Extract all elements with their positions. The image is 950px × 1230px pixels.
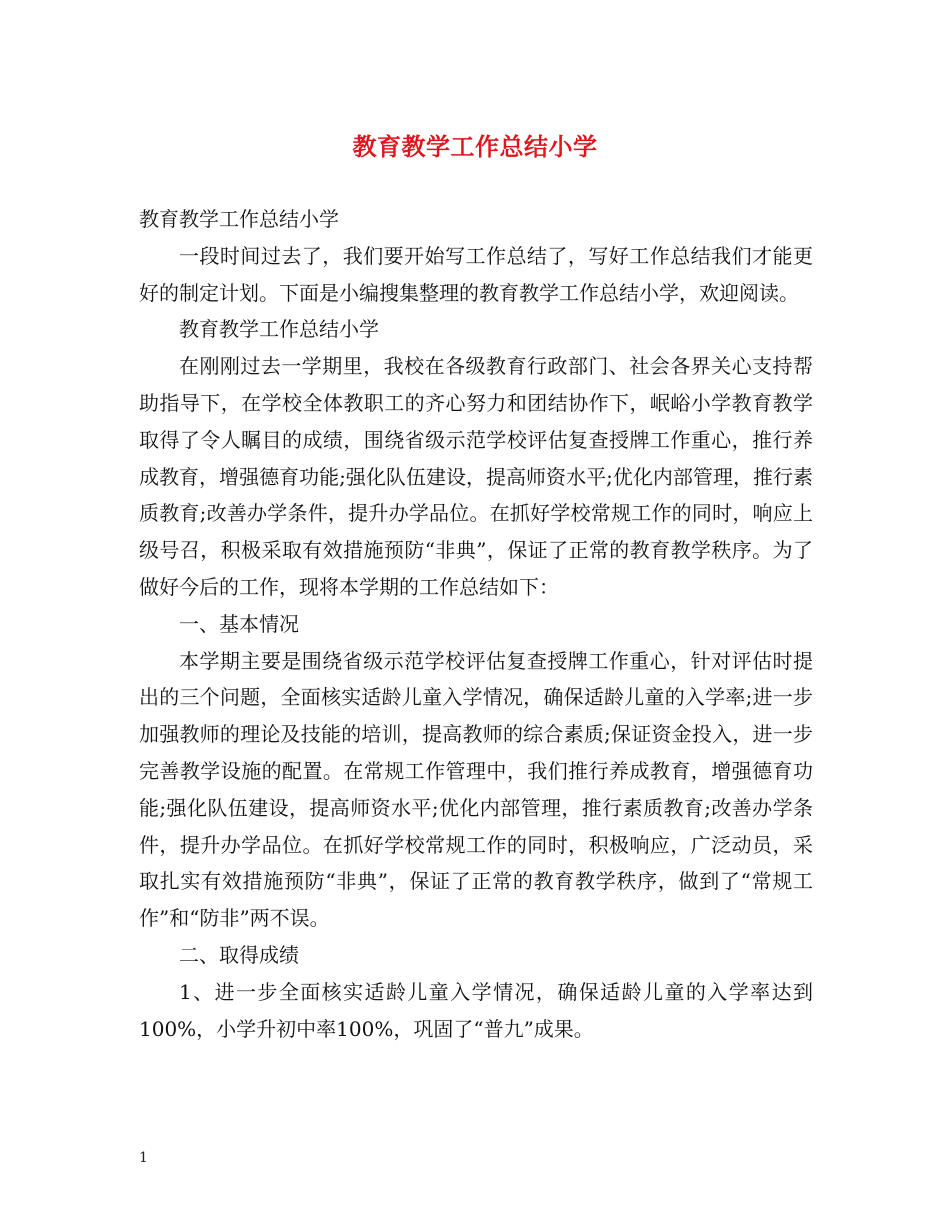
paragraph-intro: 一段时间过去了，我们要开始写工作总结了，写好工作总结我们才能更好的制定计划。下面是小编搜集整理的教育教学工作总结小学，欢迎阅读。 — [139, 243, 813, 305]
paragraph-result-1: 1、进一步全面核实适龄儿童入学情况，确保适龄儿童的入学率达到100%，小学升初中率100%，巩固了“普九”成果。 — [139, 979, 813, 1041]
page-number: 1 — [139, 1150, 148, 1166]
section-heading-basic: 一、基本情况 — [179, 611, 299, 636]
paragraph-subtitle: 教育教学工作总结小学 — [179, 317, 379, 342]
document-body — [139, 201, 813, 1047]
paragraph-basic-situation: 本学期主要是围绕省级示范学校评估复查授牌工作重心，针对评估时提出的三个问题，全面核实适龄儿童入学情况，确保适龄儿童的入学率;进一步加强教师的理论及技能的培训，提高教师的综合素质;保证资金投入，进一步完善教学设施的配置。在常规工作管理中，我们推行养成教育，增强德育功能;强化队伍建设，提高师资水平;优化内部管理，推行素质教育;改善办学条件，提升办学品位。在抓好学校常规工作的同时，积极响应，广泛动员，采取扎实有效措施预防“非典”，保证了正常的教育教学秩序，做到了“常规工作”和“防非”两不误。 — [139, 648, 813, 931]
document-title: 教育教学工作总结小学 — [352, 132, 598, 161]
paragraph-summary: 在刚刚过去一学期里，我校在各级教育行政部门、社会各界关心支持帮助指导下，在学校全体教职工的齐心努力和团结协作下，岷峪小学教育教学取得了令人瞩目的成绩，围绕省级示范学校评估复查授牌工作重心，推行养成教育，增强德育功能;强化队伍建设，提高师资水平;优化内部管理，推行素质教育;改善办学条件，提升办学品位。在抓好学校常规工作的同时，响应上级号召，积极采取有效措施预防“非典”，保证了正常的教育教学秩序。为了做好今后的工作，现将本学期的工作总结如下： — [139, 354, 813, 599]
section-heading-results: 二、取得成绩 — [179, 942, 299, 967]
paragraph-heading: 教育教学工作总结小学 — [139, 207, 339, 231]
